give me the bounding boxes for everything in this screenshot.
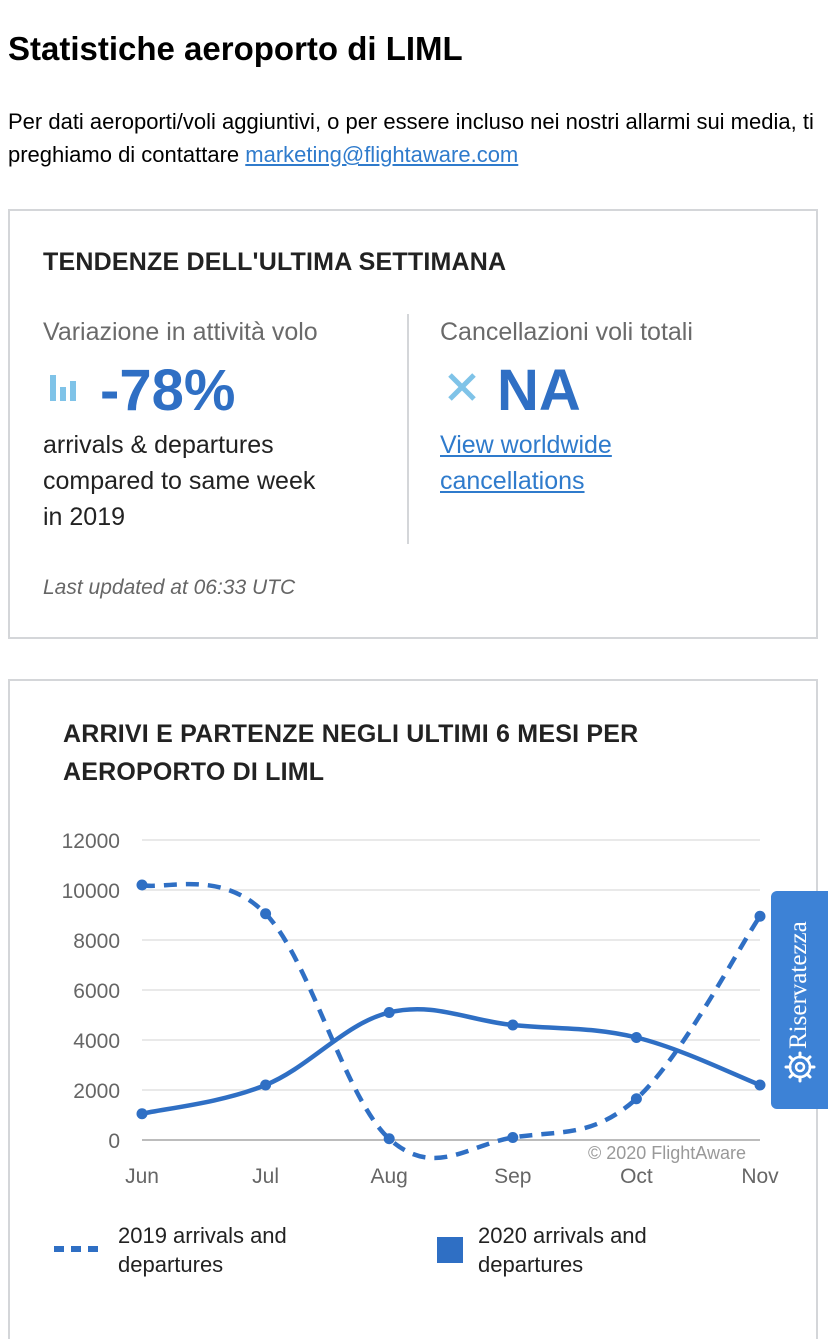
- intro-body: Per dati aeroporti/voli aggiuntivi, o per essere incluso nei nostri allarmi sui media, ti preghiamo di contattare: [8, 109, 814, 167]
- intro-text: [8, 105, 818, 171]
- legend-2020[interactable]: [478, 1221, 647, 1279]
- stats-divider: [407, 314, 409, 544]
- legend-2019-line: 2019 arrivals and: [118, 1223, 287, 1248]
- data-point-2020: [384, 1007, 395, 1018]
- legend-2020-line: departures: [478, 1252, 584, 1277]
- weekly-trends-title: TENDENZE DELL'ULTIMA SETTIMANA: [43, 248, 507, 276]
- series-line-2019: [142, 884, 760, 1158]
- weekly-trends-card: [8, 209, 818, 639]
- x-tick-label: Jul: [252, 1165, 280, 1188]
- y-tick-label: 8000: [73, 930, 120, 953]
- data-point-2019: [507, 1132, 518, 1143]
- x-tick-label: Sep: [494, 1165, 532, 1188]
- arrivals-line-chart: [10, 681, 816, 1201]
- y-tick-label: 6000: [73, 980, 120, 1003]
- data-point-2020: [507, 1020, 518, 1031]
- link-line[interactable]: View worldwide: [440, 431, 612, 459]
- activity-desc-line: in 2019: [43, 503, 126, 531]
- legend-2020-line: 2020 arrivals and: [478, 1223, 647, 1248]
- data-point-2019: [260, 908, 271, 919]
- view-worldwide-cancellations-link[interactable]: [440, 427, 612, 499]
- arrivals-chart-card: [8, 679, 818, 1339]
- chart-title-line: AEROPORTO DI LIML: [63, 758, 325, 786]
- cancellations-label: Cancellazioni voli totali: [440, 318, 693, 346]
- x-icon: [442, 367, 482, 407]
- data-point-2019: [137, 880, 148, 891]
- data-point-2020: [260, 1080, 271, 1091]
- activity-change-description: [43, 427, 315, 535]
- legend-dashed-swatch: [52, 1244, 106, 1254]
- activity-desc-line: arrivals & departures: [43, 431, 274, 459]
- data-point-2019: [631, 1093, 642, 1104]
- data-point-2019: [384, 1133, 395, 1144]
- chart-credit: © 2020 FlightAware: [587, 1143, 746, 1163]
- activity-desc-line: compared to same week: [43, 467, 316, 495]
- x-tick-label: Aug: [370, 1165, 408, 1188]
- legend-2019[interactable]: [118, 1221, 287, 1279]
- chart-title-line: ARRIVI E PARTENZE NEGLI ULTIMI 6 MESI PER: [63, 720, 639, 748]
- series-line-2020: [142, 1009, 760, 1114]
- marketing-email-link[interactable]: marketing@flightaware.com: [245, 142, 519, 167]
- y-tick-label: 10000: [61, 880, 120, 903]
- last-updated-text: Last updated at 06:33 UTC: [43, 576, 296, 599]
- y-tick-label: 12000: [61, 830, 120, 853]
- bar-chart-icon: [48, 371, 80, 403]
- activity-change-value: -78%: [100, 358, 236, 423]
- legend-2019-line: departures: [118, 1252, 224, 1277]
- cancellations-value: NA: [497, 358, 581, 423]
- activity-change-label: Variazione in attività volo: [43, 318, 318, 346]
- data-point-2020: [631, 1032, 642, 1043]
- y-tick-label: 0: [108, 1130, 120, 1153]
- gear-icon: [784, 1051, 816, 1083]
- page-title: Statistiche aeroporto di LIML: [8, 30, 463, 67]
- legend-solid-swatch: [437, 1237, 463, 1263]
- data-point-2019: [755, 911, 766, 922]
- y-tick-label: 2000: [73, 1080, 120, 1103]
- x-tick-label: Jun: [125, 1165, 159, 1188]
- link-line[interactable]: cancellations: [440, 467, 585, 495]
- x-tick-label: Oct: [620, 1165, 653, 1188]
- privacy-settings-tab[interactable]: [771, 891, 828, 1109]
- data-point-2020: [137, 1108, 148, 1119]
- privacy-label[interactable]: Riservatezza: [785, 921, 812, 1049]
- data-point-2020: [755, 1080, 766, 1091]
- y-tick-label: 4000: [73, 1030, 120, 1053]
- x-tick-label: Nov: [741, 1165, 779, 1188]
